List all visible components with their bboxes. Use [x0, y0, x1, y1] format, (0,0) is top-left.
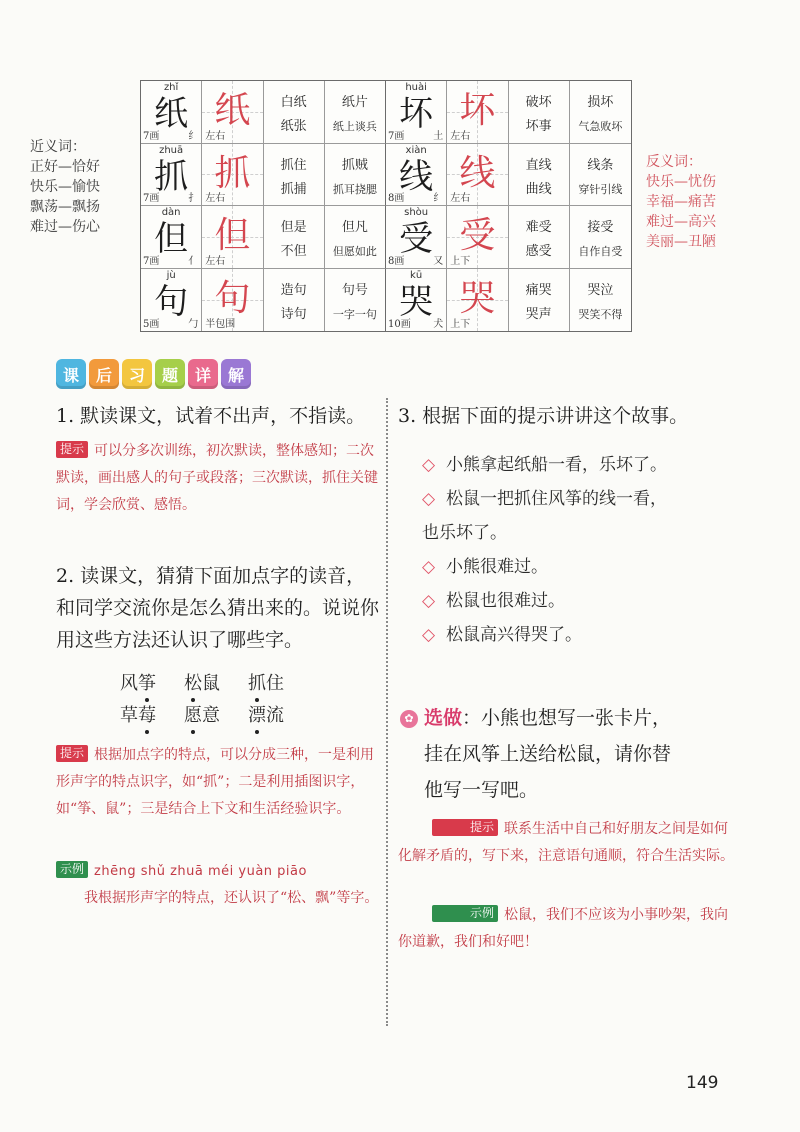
antonym-note	[646, 152, 756, 252]
prompt-text: 松鼠高兴得哭了。	[446, 625, 582, 645]
story-prompt	[422, 448, 742, 482]
word-part: 住	[266, 673, 284, 694]
character-table	[140, 80, 632, 332]
char-structure: 左右	[205, 130, 226, 142]
word-cell	[264, 269, 325, 332]
dotted-char: 抓	[248, 673, 266, 694]
char-pinyin: huài	[405, 82, 427, 93]
prompt-text: 松鼠一把抓住风筝的线一看，	[446, 489, 667, 509]
prompt-text: 小熊很难过。	[446, 557, 548, 577]
question-3: 3. 根据下面的提示讲讲这个故事。	[398, 405, 689, 427]
dotted-word-list	[120, 672, 370, 736]
word-cell	[570, 206, 631, 269]
question-2: 2. 读课文，猜猜下面加点字的读音，和同学交流你是怎么猜出来的。说说你用这些方法还认识了哪些字。	[56, 565, 380, 651]
writing-glyph: 坏	[459, 90, 496, 131]
word: 坏事	[525, 119, 552, 134]
char-cell	[386, 206, 447, 269]
char-glyph: 哭	[399, 281, 434, 322]
prompt-text: 也乐坏了。	[422, 523, 507, 543]
story-prompt	[422, 550, 742, 584]
char-cell	[386, 144, 447, 207]
banner-tile: 习	[122, 359, 152, 389]
char-pinyin: kū	[410, 269, 423, 281]
example-text: 松鼠，我们不应该为小事吵架，我向你道歉，我们和好吧！	[398, 907, 729, 950]
dotted-word	[120, 704, 156, 728]
word-list	[570, 216, 631, 264]
char-structure: 左右	[450, 130, 471, 142]
word: 抓耳挠腮	[332, 182, 377, 196]
diamond-icon: ◇	[422, 591, 436, 611]
column-divider	[386, 398, 388, 1026]
word: 白纸	[280, 95, 307, 110]
word: 直线	[525, 157, 552, 173]
char-glyph: 线	[399, 156, 434, 197]
tip-text: 根据加点字的特点，可以分成三种，一是利用形声字的特点识字，如“抓”；二是利用插图识字，如“筝、鼠”；三是结合上下文和生活经验识字。	[56, 747, 375, 817]
diamond-icon: ◇	[422, 489, 436, 509]
word-cell	[325, 81, 386, 144]
tip-badge: 提示	[56, 441, 88, 458]
near-synonym-item: 飘荡—飘扬	[30, 199, 100, 215]
writing-glyph: 纸	[214, 90, 251, 131]
antonym-item: 快乐—忧伤	[646, 174, 716, 190]
question-2-example	[56, 858, 381, 912]
word: 但凡	[341, 220, 368, 235]
word: 穿针引线	[578, 182, 623, 196]
word-cell	[509, 269, 570, 332]
word-list	[264, 279, 324, 327]
word-cell	[264, 81, 325, 144]
word: 痛哭	[525, 282, 552, 298]
word-list	[570, 154, 631, 202]
antonym-item: 美丽—丑陋	[646, 234, 716, 250]
char-cell	[141, 269, 202, 332]
char-cell	[386, 81, 447, 144]
word-cell	[325, 269, 386, 332]
example-pinyin: zhēng shǔ zhuā méi yuàn piāo	[94, 864, 307, 879]
word-cell	[325, 144, 386, 207]
word: 造句	[280, 282, 307, 298]
word-cell	[570, 269, 631, 332]
char-glyph: 坏	[399, 94, 434, 134]
char-structure: 半包围	[205, 319, 236, 330]
word-cell	[325, 206, 386, 269]
word: 纸张	[280, 119, 307, 134]
word: 线条	[587, 157, 614, 173]
char-cell	[141, 81, 202, 144]
word-list	[325, 216, 385, 264]
char-pinyin: xiàn	[405, 144, 427, 156]
word-list	[264, 91, 324, 139]
word: 抓住	[280, 157, 307, 173]
word-cell	[570, 144, 631, 207]
banner-tile: 课	[56, 359, 86, 389]
char-pinyin: jù	[166, 269, 176, 281]
dotted-char: 莓	[138, 705, 156, 726]
word-list	[509, 216, 569, 264]
word-part: 流	[266, 705, 284, 726]
word-list	[509, 154, 569, 202]
question-1-tip	[56, 438, 381, 519]
optional-task	[400, 700, 740, 808]
near-synonym-item: 快乐—愉快	[30, 179, 100, 195]
example-text: 我根据形声字的特点，还认识了“松、飘”等字。	[84, 890, 379, 906]
writing-glyph: 句	[214, 277, 251, 319]
optional-line: ：小熊也想写一张卡片，	[462, 707, 672, 729]
char-glyph: 抓	[154, 156, 189, 197]
banner-tile: 后	[89, 359, 119, 389]
writing-glyph: 受	[459, 215, 496, 256]
dotted-word	[120, 672, 156, 696]
dotted-word	[184, 672, 220, 696]
char-radical: 亻	[188, 255, 199, 267]
word-part: 风	[120, 673, 138, 694]
word: 句号	[341, 282, 368, 298]
word: 一字一句	[332, 307, 377, 321]
char-cell	[386, 269, 447, 332]
word: 哭泣	[587, 282, 614, 298]
char-radical: 土	[433, 130, 444, 142]
tip-text: 可以分多次训练，初次默读，整体感知；二次默读，画出感人的句子或段落；三次默读，抓住关键词，学会欣赏、感悟。	[56, 443, 378, 513]
word: 不但	[280, 244, 307, 259]
word-list	[325, 279, 385, 327]
char-glyph: 纸	[154, 94, 189, 134]
stroke-count: 8画	[388, 255, 405, 267]
question-1: 1. 默读课文，试着不出声，不指读。	[56, 405, 366, 427]
char-glyph: 但	[154, 219, 189, 259]
writing-cell	[447, 81, 508, 144]
dotted-word-row	[120, 704, 370, 728]
near-synonym-item: 正好—恰好	[30, 159, 100, 175]
word: 气急败坏	[578, 120, 623, 133]
char-radical: 勹	[188, 319, 199, 330]
char-pinyin: zhǐ	[163, 82, 179, 93]
word-list	[570, 91, 631, 139]
stroke-count: 7画	[388, 130, 405, 142]
char-structure: 左右	[205, 255, 226, 267]
char-radical: 犬	[433, 319, 444, 330]
page-number: 149	[686, 1073, 719, 1093]
word: 抓贼	[341, 157, 368, 173]
writing-cell	[202, 81, 263, 144]
char-radical: 纟	[433, 193, 444, 204]
story-prompt	[422, 482, 742, 550]
char-radical: 扌	[188, 193, 199, 204]
dotted-word-row	[120, 672, 370, 696]
word: 抓捕	[280, 181, 307, 197]
antonym-heading: 反义词：	[646, 154, 702, 170]
writing-cell	[447, 206, 508, 269]
word: 哭声	[525, 306, 552, 322]
word-list	[570, 279, 631, 327]
word-cell	[509, 206, 570, 269]
writing-cell	[447, 144, 508, 207]
example-badge: 示例	[56, 861, 88, 878]
word-cell	[264, 206, 325, 269]
writing-cell	[447, 269, 508, 332]
antonym-item: 幸福—痛苦	[646, 194, 716, 210]
banner-tile: 题	[155, 359, 185, 389]
char-structure: 左右	[450, 193, 471, 204]
stroke-count: 8画	[388, 193, 405, 204]
tip-badge: 提示	[432, 819, 498, 836]
stroke-count: 7画	[143, 255, 160, 267]
writing-glyph: 哭	[459, 277, 496, 319]
diamond-icon: ◇	[422, 557, 436, 577]
word-cell	[509, 81, 570, 144]
char-glyph: 受	[399, 219, 434, 259]
char-cell	[141, 206, 202, 269]
char-cell	[141, 144, 202, 207]
word: 损坏	[587, 95, 614, 110]
prompt-text: 松鼠也很难过。	[446, 591, 565, 611]
dotted-char: 松	[184, 673, 202, 694]
char-structure: 左右	[205, 193, 226, 204]
word-list	[325, 91, 385, 139]
word-part: 草	[120, 705, 138, 726]
story-prompts	[422, 448, 742, 652]
near-synonym-item: 难过—伤心	[30, 219, 100, 235]
word-list	[325, 154, 385, 202]
optional-line: 挂在风筝上送给松鼠，请你替	[424, 743, 672, 765]
writing-cell	[202, 269, 263, 332]
word: 破坏	[525, 95, 552, 110]
question-2-tip	[56, 742, 381, 823]
dotted-word	[248, 704, 284, 728]
word: 难受	[525, 220, 552, 235]
flower-icon: ✿	[400, 710, 418, 728]
banner-tile: 解	[221, 359, 251, 389]
char-glyph: 句	[154, 281, 189, 322]
char-structure: 上下	[450, 255, 471, 267]
word: 诗句	[280, 306, 307, 322]
stroke-count: 10画	[388, 319, 411, 330]
tip-text: 联系生活中自己和好朋友之间是如何化解矛盾的，写下来，注意语句通顺，符合生活实际。	[398, 821, 734, 864]
word-part: 鼠	[202, 673, 220, 694]
diamond-icon: ◇	[422, 455, 436, 475]
near-synonym-note	[30, 137, 140, 237]
story-prompt	[422, 584, 742, 618]
word-cell	[509, 144, 570, 207]
dotted-char: 漂	[248, 705, 266, 726]
writing-cell	[202, 144, 263, 207]
word-list	[264, 216, 324, 264]
word: 纸上谈兵	[332, 120, 377, 133]
writing-glyph: 但	[214, 215, 251, 256]
writing-glyph: 抓	[214, 152, 251, 194]
optional-example	[398, 902, 738, 956]
writing-cell	[202, 206, 263, 269]
optional-tip	[398, 816, 738, 870]
stroke-count: 7画	[143, 193, 160, 204]
word: 自作自受	[578, 245, 623, 258]
dotted-char: 愿	[184, 705, 202, 726]
optional-title: 选做	[424, 707, 463, 729]
dotted-char: 筝	[138, 673, 156, 694]
char-pinyin: shòu	[404, 207, 429, 218]
char-pinyin: dàn	[161, 207, 181, 218]
word: 但是	[280, 220, 307, 235]
section-banner	[56, 358, 254, 390]
story-prompt	[422, 618, 742, 652]
prompt-text: 小熊拿起纸船一看，乐坏了。	[446, 455, 667, 475]
word: 感受	[525, 244, 552, 259]
near-synonym-heading: 近义词：	[30, 139, 86, 155]
word-cell	[570, 81, 631, 144]
char-pinyin: zhuā	[159, 144, 184, 156]
char-radical: 纟	[188, 130, 199, 142]
word: 接受	[587, 220, 614, 235]
antonym-item: 难过—高兴	[646, 214, 716, 230]
word-cell	[264, 144, 325, 207]
dotted-word	[248, 672, 284, 696]
word: 哭笑不得	[578, 307, 623, 321]
word-list	[509, 91, 569, 139]
diamond-icon: ◇	[422, 625, 436, 645]
stroke-count: 7画	[143, 130, 160, 142]
tip-badge: 提示	[56, 745, 88, 762]
char-structure: 上下	[450, 319, 471, 330]
word: 曲线	[525, 181, 552, 197]
word-list	[264, 154, 324, 202]
dotted-word	[184, 704, 220, 728]
word-part: 意	[202, 705, 220, 726]
word: 纸片	[341, 95, 368, 110]
stroke-count: 5画	[143, 319, 160, 330]
optional-line: 他写一写吧。	[424, 779, 539, 801]
example-badge: 示例	[432, 905, 498, 922]
char-radical: 又	[433, 255, 444, 267]
writing-glyph: 线	[459, 152, 496, 194]
banner-tile: 详	[188, 359, 218, 389]
word: 但愿如此	[332, 245, 377, 258]
word-list	[509, 279, 569, 327]
